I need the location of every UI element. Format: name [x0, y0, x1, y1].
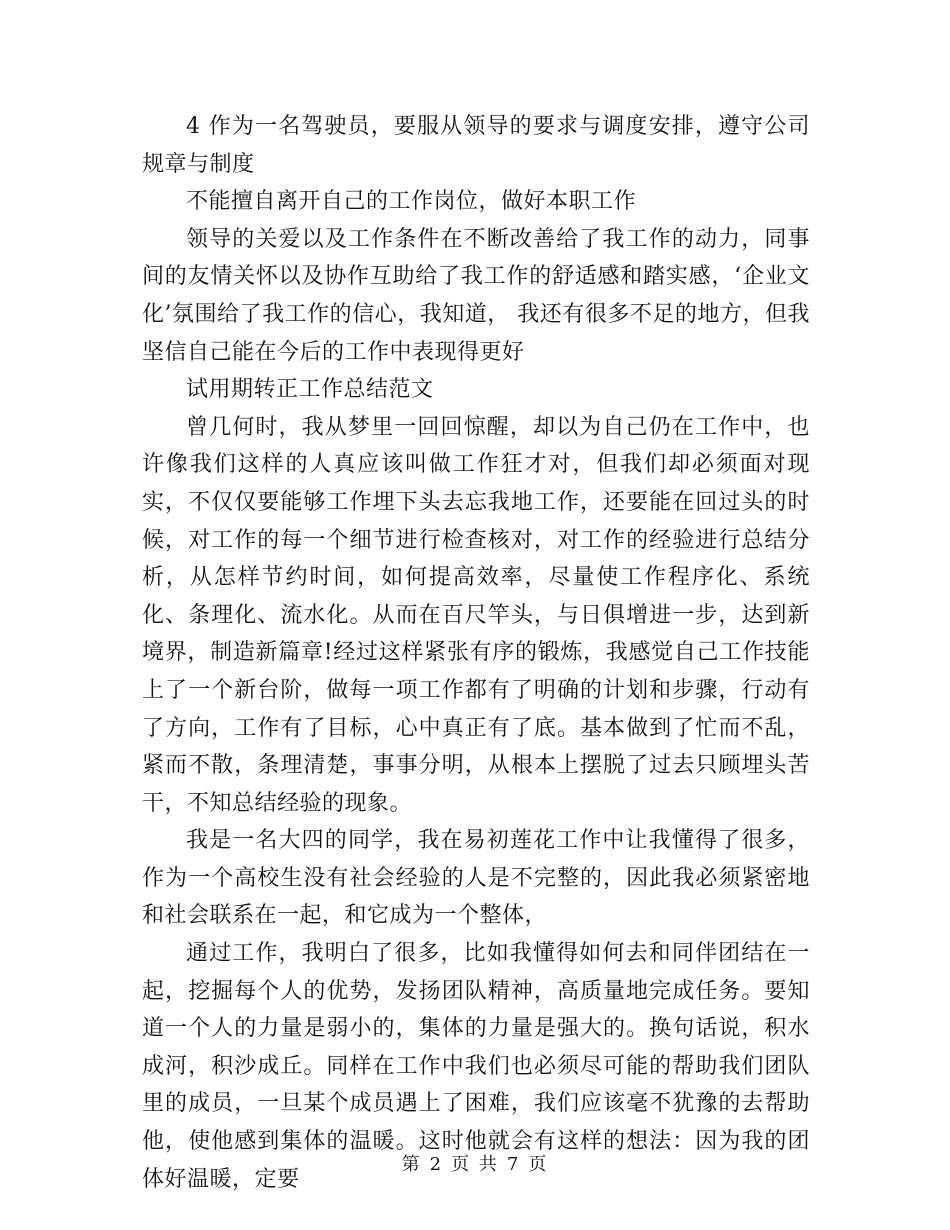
- page-footer: [0, 1150, 950, 1176]
- paragraph: 不能擅自离开自己的工作岗位，做好本职工作: [186, 189, 637, 215]
- footer-page-number: 2: [429, 1154, 444, 1175]
- footer-prefix: 第: [401, 1154, 422, 1175]
- paragraph: 领导的关爱以及工作条件在不断改善给了我工作的动力，同事间的友情关怀以及协作互助给了我工作的舒适感和踏实感，‘企业文化’氛围给了我工作的信心，我知道， 我还有很多不足的地方，但我坚信自己能在今后的工作中表现得更好: [142, 226, 810, 365]
- document-body: [142, 108, 810, 1198]
- paragraph: 曾几何时，我从梦里一回回惊醒，却以为自己仍在工作中，也许像我们这样的人真应该叫做工作狂才对，但我们却必须面对现实，不仅仅要能够工作埋下头去忘我地工作，还要能在回过头的时候，对工作的每一个细节进行检查核对，对工作的经验进行总结分析，从怎样节约时间，如何提高效率，尽量使工作程序化、系统化、条理化、流水化。从而在百尺竿头，与日俱增进一步，达到新境界，制造新篇章!经过这样紧张有序的锻炼，我感觉自己工作技能上了一个新台阶，做每一项工作都有了明确的计划和步骤，行动有了方向，工作有了目标，心中真正有了底。基本做到了忙而不乱，紧而不散，条理清楚，事事分明，从根本上摆脱了过去只顾埋头苦干，不知总结经验的现象。: [142, 414, 810, 816]
- footer-suffix: 页: [528, 1154, 549, 1175]
- footer-total-pages: 7: [506, 1154, 521, 1175]
- paragraph: 4 作为一名驾驶员，要服从领导的要求与调度安排，遵守公司规章与制度: [142, 114, 810, 177]
- section-heading: 试用期转正工作总结范文: [186, 377, 434, 403]
- paragraph: 我是一名大四的同学，我在易初莲花工作中让我懂得了很多，作为一个高校生没有社会经验的人是不完整的，因此我必须紧密地和社会联系在一起，和它成为一个整体，: [142, 828, 810, 929]
- paragraph: 通过工作，我明白了很多，比如我懂得如何去和同伴团结在一起，挖掘每个人的优势，发扬团队精神，高质量地完成任务。要知道一个人的力量是弱小的，集体的力量是强大的。换句话说，积水成河，积沙成丘。同样在工作中我们也必须尽可能的帮助我们团队里的成员，一旦某个成员遇上了困难，我们应该毫不犹豫的去帮助他，使他感到集体的温暖。这时他就会有这样的想法：因为我的团体好温暖，定要: [142, 941, 810, 1192]
- footer-middle: 页 共: [451, 1154, 499, 1175]
